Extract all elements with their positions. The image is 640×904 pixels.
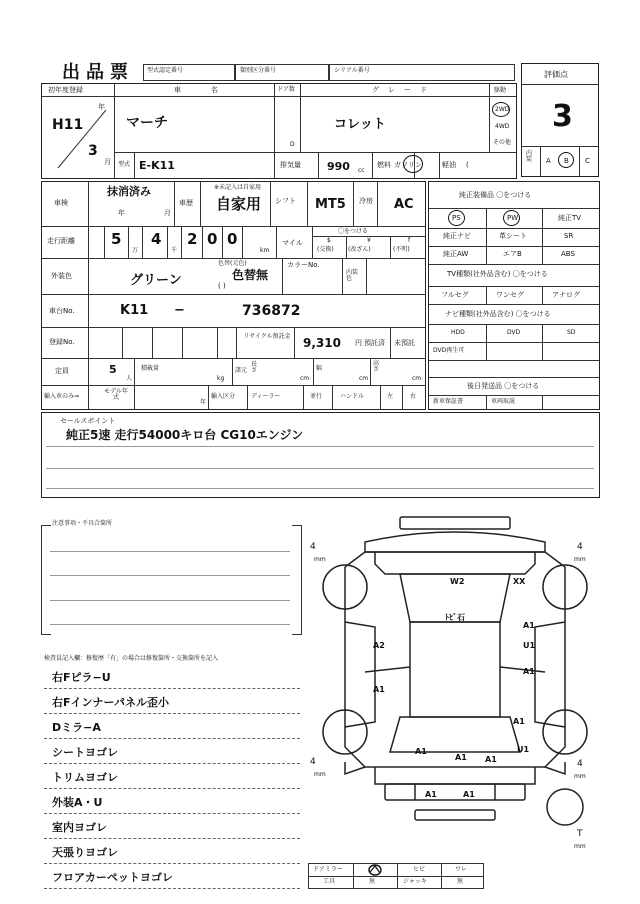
note-item-7: 室内ヨゴレ bbox=[52, 821, 107, 834]
car-diagram bbox=[305, 512, 605, 830]
tread-rl: 4 bbox=[310, 757, 316, 767]
ft-tools-value: 無 bbox=[369, 878, 376, 885]
tread-rl-unit: mm bbox=[314, 771, 326, 778]
km-unit: km bbox=[260, 247, 270, 254]
notes-bracket-right bbox=[292, 525, 302, 635]
year-unit: 年 bbox=[98, 103, 105, 111]
fuel-light: 軽油 bbox=[442, 161, 456, 169]
shaken-month-unit: 月 bbox=[164, 209, 171, 217]
len-label: 長さ bbox=[251, 361, 258, 374]
ac-label: 冷房 bbox=[359, 197, 373, 205]
mileage-digit-5: 0 bbox=[227, 230, 238, 248]
model-year-unit: 年 bbox=[200, 399, 207, 406]
drive-label: 駆動 bbox=[494, 87, 507, 94]
odo-opt-2-sym: ¥ bbox=[367, 237, 371, 244]
opt-navi: 純正ナビ bbox=[443, 232, 471, 240]
circle-note: 〇をつける bbox=[338, 228, 369, 235]
recycle-unit: 円 bbox=[355, 339, 362, 347]
interior-grade-c: C bbox=[585, 157, 590, 165]
notes-bracket-left bbox=[41, 525, 51, 635]
sales-block bbox=[41, 412, 600, 498]
note-item-9: フロアカーペットヨゴレ bbox=[52, 871, 173, 884]
later-title: 後日発送品 〇をつける bbox=[467, 382, 540, 390]
recycle-value: 9,310 bbox=[303, 336, 341, 350]
note-item-6: 外装A・U bbox=[52, 796, 103, 809]
tread-fr: 4 bbox=[577, 542, 583, 552]
model-year-label: モデル年式 bbox=[104, 388, 128, 401]
displacement-value: 990 bbox=[327, 160, 350, 173]
tv-title: TV種類(社外品含む) 〇をつける bbox=[447, 270, 548, 278]
color-label: 外装色 bbox=[51, 272, 72, 280]
chassis-dash: − bbox=[174, 303, 185, 318]
sales-text: 純正5速 走行54000キロ台 CG10エンジン bbox=[66, 428, 304, 442]
tread-fr-unit: mm bbox=[574, 556, 586, 563]
shift-value: MT5 bbox=[315, 197, 346, 212]
ac-value: AC bbox=[394, 197, 414, 212]
navi-title: ナビ種類(社外品含む) 〇をつける bbox=[445, 310, 551, 318]
color-value: グリーン bbox=[130, 273, 182, 288]
grade-score-label: 評価点 bbox=[544, 70, 568, 79]
opt-pw: PW bbox=[507, 214, 519, 222]
opt-aw: 純正AW bbox=[443, 250, 469, 258]
mark-a1-h: A1 bbox=[425, 790, 437, 799]
left-label: 左 bbox=[387, 393, 394, 400]
note-item-3: Dミラ−A bbox=[52, 721, 101, 734]
first-reg-month: 3 bbox=[88, 143, 98, 159]
tread-rr-unit: mm bbox=[574, 773, 586, 780]
tread-rr: 4 bbox=[577, 759, 583, 769]
later-manual: 車両取説 bbox=[491, 398, 516, 405]
mileage-digit-1: 5 bbox=[111, 230, 122, 248]
opt-airbag: エアB bbox=[503, 250, 522, 258]
category-label: 類別区分番号 bbox=[240, 67, 277, 74]
drive-4wd: 4WD bbox=[495, 123, 510, 130]
color-no-label: カラーNo. bbox=[287, 261, 320, 269]
note-item-5: トリムヨゴレ bbox=[52, 771, 118, 784]
odo-opt-1-sym: $ bbox=[327, 237, 331, 244]
model-type: E-K11 bbox=[139, 159, 175, 172]
inspection-block bbox=[41, 181, 426, 410]
shaken-value: 抹消済み bbox=[107, 185, 151, 198]
model-type-label: 型式 bbox=[118, 161, 131, 168]
parallel-label: 並行 bbox=[310, 393, 323, 400]
odo-opt-3-text: (不明) bbox=[393, 246, 410, 253]
doors-label: ドア数 bbox=[277, 86, 295, 93]
handle-label: ハンドル bbox=[340, 393, 365, 400]
notes-label: 注意事項・不具合箇所 bbox=[52, 520, 113, 527]
grade-score: 3 bbox=[552, 99, 573, 134]
height-cm: cm bbox=[412, 375, 422, 382]
interior-grade-circle bbox=[558, 152, 574, 168]
chassis-prefix: K11 bbox=[120, 303, 149, 318]
color-change-value: 色替無 bbox=[232, 268, 269, 282]
navi-sd: SD bbox=[567, 329, 576, 336]
door-mark: D bbox=[290, 141, 295, 148]
tv-analog: アナログ bbox=[552, 291, 580, 299]
shift-label: シフト bbox=[275, 197, 296, 205]
mileage-digit-4: 0 bbox=[207, 230, 218, 248]
ft-break: ワレ bbox=[455, 866, 468, 873]
mark-u1-a: U1 bbox=[523, 641, 536, 650]
import-label: 輸入車のみ⇒ bbox=[44, 393, 80, 400]
import-kind-label: 輸入区分 bbox=[211, 393, 236, 400]
mark-xx: XX bbox=[513, 577, 526, 586]
history-value: 自家用 bbox=[216, 195, 262, 213]
opt-sr: SR bbox=[564, 232, 574, 240]
interior-grade-a: A bbox=[546, 157, 551, 165]
options-block bbox=[428, 181, 600, 410]
fuel-paren: ( bbox=[466, 161, 469, 169]
grade-score-box bbox=[521, 63, 599, 177]
footer-table bbox=[308, 863, 484, 889]
odo-opt-2-text: (改ざん) bbox=[348, 246, 371, 253]
ft-circle-check bbox=[367, 864, 383, 876]
recycle-done: 預託済 bbox=[364, 339, 385, 347]
ft-door-mirror: ドアミラー bbox=[313, 866, 343, 873]
mark-a1-a: A1 bbox=[523, 621, 535, 630]
int-color-label: 内装色 bbox=[346, 269, 359, 282]
opt-tv: 純正TV bbox=[558, 214, 582, 222]
sales-label: セールスポイント bbox=[60, 417, 116, 425]
cc-unit: cc bbox=[358, 167, 365, 174]
note-item-2: 右Fインナーパネル歪小 bbox=[52, 696, 169, 709]
history-label: 車歴 bbox=[179, 199, 193, 207]
navi-dvd: DVD bbox=[507, 329, 521, 336]
grade-label: グレード bbox=[372, 86, 436, 94]
fuel-label: 燃料 bbox=[377, 161, 391, 169]
mark-w2: W2 bbox=[450, 577, 465, 586]
model-cert-label: 型式認定番号 bbox=[147, 67, 184, 74]
tread-spare: T bbox=[577, 829, 583, 839]
ft-jack-value: 無 bbox=[457, 878, 464, 885]
mark-a2: A2 bbox=[373, 641, 385, 650]
chassis-number: 736872 bbox=[242, 303, 301, 319]
mark-a1-f: A1 bbox=[455, 753, 467, 762]
mileage-digit-2: 4 bbox=[151, 230, 162, 248]
mark-a1-g: A1 bbox=[485, 755, 497, 764]
car-name: マーチ bbox=[126, 115, 168, 131]
first-reg-era: H11 bbox=[52, 117, 84, 133]
recycle-label: リサイクル預託金 bbox=[243, 333, 291, 340]
ft-crack: ヒビ bbox=[413, 866, 426, 873]
tread-fl: 4 bbox=[310, 542, 316, 552]
mark-tobiishi: ﾄﾋﾞ石 bbox=[445, 613, 465, 622]
mile-label: マイル bbox=[282, 239, 303, 247]
color-paren: ( ) bbox=[218, 282, 226, 290]
later-warranty: 新車保証書 bbox=[433, 398, 464, 405]
navi-hdd: HDD bbox=[451, 329, 465, 336]
right-label: 右 bbox=[410, 393, 417, 400]
inspector-label: 検査員記入欄：修復歴「有」の場合は修復箇所・交換箇所を記入 bbox=[44, 655, 219, 662]
note-item-1: 右Fピラ−U bbox=[52, 671, 111, 684]
capacity-unit: 人 bbox=[126, 375, 133, 382]
width-cm: cm bbox=[359, 375, 369, 382]
drive-2wd: 2WD bbox=[495, 106, 510, 113]
mark-a1-e: A1 bbox=[415, 747, 427, 756]
len-cm: cm bbox=[300, 375, 310, 382]
height-label: 高さ bbox=[373, 360, 380, 373]
capacity-label: 定員 bbox=[55, 367, 69, 375]
name-label: 車名 bbox=[174, 86, 248, 94]
displacement-label: 排気量 bbox=[280, 161, 301, 169]
color-change-label: 色替(元色) bbox=[218, 260, 247, 267]
tread-spare-unit: mm bbox=[574, 843, 586, 850]
serial-box bbox=[329, 64, 515, 81]
note-item-8: 天張りヨゴレ bbox=[52, 846, 118, 859]
dims-label: 諸元 bbox=[235, 367, 248, 374]
tv-one: ワンセグ bbox=[496, 291, 524, 299]
mark-a1-c: A1 bbox=[373, 685, 385, 694]
opt-abs: ABS bbox=[561, 250, 575, 258]
history-note: ※未記入は自家用 bbox=[214, 184, 262, 191]
load-label: 積載量 bbox=[141, 365, 160, 372]
grade-value: コレット bbox=[334, 117, 386, 132]
month-unit: 月 bbox=[104, 158, 111, 166]
capacity-value: 5 bbox=[109, 363, 117, 376]
ft-jack: ジャッキ bbox=[403, 878, 427, 885]
odo-opt-3-sym: f bbox=[408, 237, 411, 244]
opt-leather: 革シート bbox=[499, 232, 527, 240]
mileage-digit-3: 2 bbox=[187, 230, 198, 248]
dealer-label: ディーラー bbox=[251, 393, 281, 400]
model-cert-box bbox=[143, 64, 235, 81]
first-reg-label: 初年度登録 bbox=[48, 86, 83, 94]
opt-ps-circle bbox=[448, 210, 465, 226]
interior-label: 内装 bbox=[526, 150, 533, 163]
fuel-circle bbox=[403, 155, 423, 173]
interior-grade-b: B bbox=[564, 157, 569, 165]
vehicle-block bbox=[41, 83, 517, 179]
note-item-4: シートヨゴレ bbox=[52, 746, 118, 759]
mark-u1-b: U1 bbox=[517, 745, 530, 754]
mark-a1-d: A1 bbox=[513, 717, 525, 726]
recycle-none: 未預託 bbox=[394, 339, 415, 347]
opt-pw-circle bbox=[503, 210, 520, 226]
shaken-year-unit: 年 bbox=[118, 209, 125, 217]
tv-full: フルセグ bbox=[441, 291, 469, 299]
shaken-label: 車検 bbox=[54, 199, 68, 207]
mark-a1-b: A1 bbox=[523, 667, 535, 676]
tread-fl-unit: mm bbox=[314, 556, 326, 563]
sen-unit: 千 bbox=[171, 247, 178, 254]
dvd-label: DVD再生可 bbox=[433, 347, 465, 354]
drive-other: その他 bbox=[493, 139, 512, 146]
slash-line bbox=[56, 108, 110, 170]
category-box bbox=[235, 64, 329, 81]
ft-tools: 工具 bbox=[323, 878, 336, 885]
kg-unit: kg bbox=[217, 375, 225, 382]
width-label: 幅 bbox=[316, 365, 323, 372]
chassis-label: 車台No. bbox=[49, 307, 75, 315]
serial-label: シリアル番号 bbox=[334, 67, 370, 74]
man-unit: 万 bbox=[132, 247, 139, 254]
sheet-title: 出品票 bbox=[62, 62, 134, 83]
mileage-label: 走行距離 bbox=[47, 237, 75, 245]
odo-opt-1-text: (交換) bbox=[317, 246, 334, 253]
mark-a1-i: A1 bbox=[463, 790, 475, 799]
drive-circle bbox=[492, 102, 510, 117]
fuel-gas: ガソリン bbox=[394, 161, 422, 169]
opt-ps: PS bbox=[452, 214, 461, 222]
reg-no-label: 登録No. bbox=[49, 338, 75, 346]
genuine-title: 純正装備品 〇をつける bbox=[459, 191, 532, 199]
